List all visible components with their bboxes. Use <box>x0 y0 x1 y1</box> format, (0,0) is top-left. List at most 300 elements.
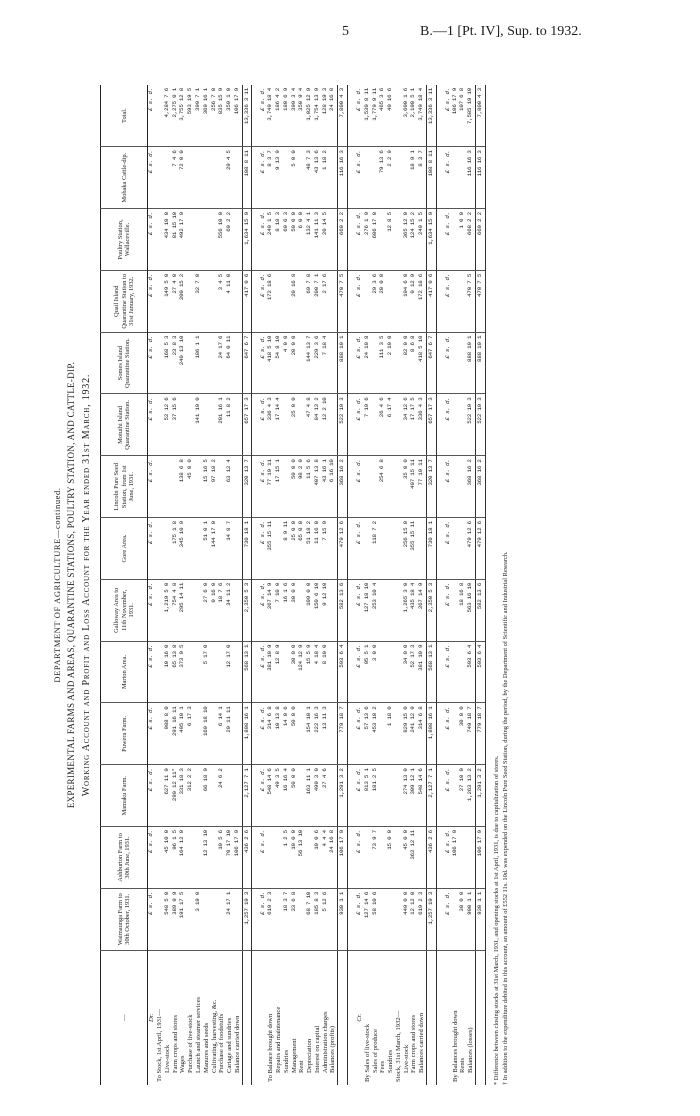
amount-cell: 34 12 6 <box>403 394 411 456</box>
row-label: By Sales of live-stock <box>364 950 372 1085</box>
total-cell: 657 17 3 <box>426 394 436 456</box>
amount-cell <box>452 332 460 394</box>
units-cell: £ s. d. <box>445 765 452 827</box>
amount-cell: 63 12 4 <box>226 456 234 518</box>
total-cell: 647 6 7 <box>426 332 436 394</box>
units-cell: £ s. d. <box>356 394 364 456</box>
amount-cell: 27 4 6 <box>322 765 330 827</box>
amount-cell: 24 17 1 <box>226 888 234 950</box>
total-cell: 417 0 6 <box>426 270 436 332</box>
amount-cell: 27 10 0 <box>459 765 467 827</box>
total-cell: 930 1 1 <box>475 888 485 950</box>
amount-cell: 0 16 0 <box>211 579 219 641</box>
amount-cell: 77 19 11 <box>267 456 275 518</box>
amount-cell: 229 3 6 <box>314 332 322 394</box>
total-cell: 582 13 6 <box>475 579 485 641</box>
amount-cell: 127 18 10 <box>364 579 372 641</box>
amount-cell: 3 0 0 <box>372 641 380 703</box>
amount-cell: 988 8 0 <box>164 703 172 765</box>
amount-cell: 1,779 9 11 <box>370 88 378 121</box>
column-header: Waimaunga Farm to 30th October, 1931. <box>101 888 148 950</box>
units-cell: £ s. d. <box>148 270 156 332</box>
column-header: Ashburton Farm to 30th June, 1931. <box>101 827 148 889</box>
amount-cell: 52 17 3 <box>410 641 418 703</box>
column-header: Puwera Farm. <box>101 703 148 765</box>
amount-cell: 10 16 0 <box>164 641 172 703</box>
amount-cell: 548 5 0 <box>164 888 172 950</box>
amount-cell <box>195 147 203 209</box>
units-cell: £ s. d. <box>445 641 452 703</box>
amount-cell: 181 2 5 <box>372 765 380 827</box>
amount-cell: 43 16 1 <box>322 456 330 518</box>
amount-cell <box>329 394 337 456</box>
row-label: Rents <box>459 950 467 1085</box>
amount-cell <box>379 641 387 703</box>
amount-cell: 95 5 1 <box>364 641 372 703</box>
row-label: Balances carried down <box>418 950 426 1085</box>
units-cell: £ s. d. <box>260 456 267 518</box>
amount-cell <box>187 827 195 889</box>
amount-cell: 7 10 0 <box>275 579 283 641</box>
units-cell: £ s. d. <box>148 703 156 765</box>
amount-cell: 98 2 9 <box>298 456 306 518</box>
units-cell: £ s. d. <box>445 579 452 641</box>
units-cell: £ s. d. <box>356 641 364 703</box>
amount-cell: 1,754 13 9 <box>312 88 320 121</box>
total-label <box>426 950 436 1085</box>
amount-cell: 43 13 6 <box>314 147 322 209</box>
amount-cell: 389 9 9 <box>172 888 180 950</box>
row-label: Live-stock <box>164 950 172 1085</box>
amount-cell: 12 17 0 <box>226 641 234 703</box>
total-cell: 13,336 3 11 <box>426 85 436 147</box>
amount-cell: 13 11 3 <box>322 703 330 765</box>
total-label <box>338 950 348 1085</box>
row-label: To Stock, 1st April, 1931— <box>156 950 164 1085</box>
amount-cell: 4 0 0 <box>283 332 291 394</box>
amount-cell: 619 2 3 <box>418 888 426 950</box>
row-label: Farm crops and stores <box>410 950 418 1085</box>
total-cell: 417 0 6 <box>242 270 252 332</box>
amount-cell: 186 4 2 <box>274 88 282 111</box>
total-cell: 568 13 1 <box>426 641 436 703</box>
units-cell: £ s. d. <box>148 888 156 950</box>
amount-cell: 5 17 0 <box>203 641 211 703</box>
amount-cell <box>203 147 211 209</box>
amount-cell: 35 0 0 <box>403 456 411 518</box>
amount-cell: 522 19 3 <box>467 394 475 456</box>
amount-cell: 66 18 9 <box>203 765 211 827</box>
amount-cell: 369 16 1 <box>201 88 209 115</box>
total-cell: 2,127 7 1 <box>242 765 252 827</box>
total-cell: 479 12 6 <box>338 518 348 580</box>
total-cell: 436 2 6 <box>426 827 436 889</box>
amount-cell: 381 10 9 <box>267 641 275 703</box>
total-cell: 470 7 5 <box>338 270 348 332</box>
amount-cell: 8 18 3 <box>275 209 283 271</box>
amount-cell: 12 13 10 <box>203 827 211 889</box>
units-cell: £ s. d. <box>356 209 364 271</box>
amount-cell: 813 5 1 <box>364 765 372 827</box>
units-cell: £ s. d. <box>356 332 364 394</box>
amount-cell: 97 18 2 <box>211 456 219 518</box>
amount-cell: 45 10 0 <box>164 827 172 889</box>
amount-cell: 1,025 12 9 <box>305 88 313 121</box>
amount-cell: 51 0 1 <box>203 518 211 580</box>
units-cell: £ s. d. <box>147 88 155 111</box>
row-label: Rent <box>298 950 306 1085</box>
spacer-cell <box>347 950 356 1085</box>
amount-cell: 124 12 9 <box>298 641 306 703</box>
amount-cell: 40 16 6 <box>386 88 394 111</box>
amount-cell: 256 15 0 <box>403 518 411 580</box>
units-cell: £ s. d. <box>445 827 452 889</box>
amount-cell <box>234 888 242 950</box>
footnote-lincoln: † In addition to the expenditure debited in this account, an amount of £552 11s. 10d. was expended on the Lincoln Pure Seed Station, during the period, by the Department of Scientific and Industrial Research. <box>502 551 510 1085</box>
amount-cell <box>395 147 403 209</box>
amount-cell: 15 0 0 <box>387 827 395 889</box>
row-label: Purchase of foodstuffs <box>218 950 226 1085</box>
amount-cell: 3,749 18 4 <box>417 88 425 121</box>
row-label: By Balances brought down <box>452 950 460 1085</box>
amount-cell: 668 2 2 <box>467 209 475 271</box>
amount-cell: 276 1 9 <box>364 209 372 271</box>
amount-cell <box>156 147 164 209</box>
amount-cell: 3 19 0 <box>195 888 203 950</box>
units-cell: £ s. d. <box>356 518 364 580</box>
row-label: Cartage and sundries <box>226 950 234 1085</box>
amount-cell: 4,284 7 6 <box>162 88 170 118</box>
amount-cell: 17 14 4 <box>275 394 283 456</box>
amount-cell: 34 0 0 <box>403 641 411 703</box>
amount-cell: 45 0 0 <box>187 456 195 518</box>
table-row <box>322 85 330 1085</box>
row-label: Balances (losses) <box>467 950 475 1085</box>
amount-cell <box>187 641 195 703</box>
amount-cell: 20 16 8 <box>291 270 299 332</box>
amount-cell: 65 0 0 <box>298 518 306 580</box>
units-cell: £ s. d. <box>148 641 156 703</box>
amount-cell: 548 14 6 <box>418 765 426 827</box>
amount-cell: 593 6 4 <box>467 641 475 703</box>
amount-cell <box>234 147 242 209</box>
amount-cell: 106 17 9 <box>452 827 460 889</box>
total-cell: 108 8 11 <box>426 147 436 209</box>
amount-cell <box>203 332 211 394</box>
amount-cell: 128 19 3 <box>320 88 328 115</box>
amount-cell <box>267 827 275 889</box>
amount-cell: 24 10 8 <box>364 332 372 394</box>
amount-cell: 175 1 8 <box>172 518 180 580</box>
row-label: Manures and seeds <box>203 950 211 1085</box>
amount-cell <box>329 209 337 271</box>
amount-cell: 10 0 0 <box>291 827 299 889</box>
amount-cell: 200 7 1 <box>314 270 322 332</box>
amount-cell: 24 16 8 <box>328 88 336 111</box>
amount-cell: 69 2 2 <box>226 209 234 271</box>
amount-cell: 12 12 0 <box>410 888 418 950</box>
amount-cell <box>234 456 242 518</box>
amount-cell: 17 17 5 <box>410 394 418 456</box>
amount-cell: 418 5 10 <box>418 332 426 394</box>
amount-cell <box>364 456 372 518</box>
amount-cell <box>379 579 387 641</box>
column-header: Gore Area. <box>101 518 148 580</box>
column-header: Mohaka Cattle-dip. <box>101 147 148 209</box>
amount-cell <box>329 641 337 703</box>
amount-cell: 72 0 0 <box>179 147 187 209</box>
amount-cell: 249 1 5 <box>267 209 275 271</box>
amount-cell <box>452 147 460 209</box>
amount-cell: 829 15 0 <box>403 703 411 765</box>
amount-cell: 2 17 6 <box>322 270 330 332</box>
amount-cell: 12 8 9 <box>275 641 283 703</box>
page-number: 5 <box>342 24 349 39</box>
amount-cell <box>156 456 164 518</box>
amount-cell: 106 17 9 <box>232 88 240 115</box>
row-label: Interest on capital <box>314 950 322 1085</box>
amount-cell <box>234 332 242 394</box>
amount-cell <box>329 332 337 394</box>
amount-cell: 754 4 8 <box>172 579 180 641</box>
units-cell: £ s. d. <box>260 579 267 641</box>
amount-cell: 16 16 4 <box>283 765 291 827</box>
amount-cell: 1,263 13 2 <box>467 765 475 827</box>
amount-cell: 492 17 9 <box>179 209 187 271</box>
amount-cell <box>179 394 187 456</box>
amount-cell: 33 6 8 <box>291 888 299 950</box>
amount-cell: 2 2 9 <box>387 147 395 209</box>
amount-cell: 50 0 0 <box>291 765 299 827</box>
total-cell: 106 17 9 <box>338 827 348 889</box>
amount-cell <box>329 147 337 209</box>
amount-cell: 15 5 9 <box>306 641 314 703</box>
amount-cell: 45 0 0 <box>403 827 411 889</box>
amount-cell: 24 16 8 <box>329 827 337 889</box>
amount-cell <box>234 270 242 332</box>
amount-cell <box>187 579 195 641</box>
amount-cell: 16 1 6 <box>283 579 291 641</box>
amount-cell <box>387 888 395 950</box>
amount-cell: 65 13 8 <box>172 641 180 703</box>
amount-cell: 116 16 3 <box>467 147 475 209</box>
footnote-stores: * Difference between closing stocks at 31st March, 1931, and opening stocks at 1st April, 1931, is due to capitalization of stores. <box>492 755 500 1085</box>
amount-cell <box>195 209 203 271</box>
amount-cell: 1 0 0 <box>459 209 467 271</box>
amount-cell: 222 16 3 <box>314 703 322 765</box>
total-cell: 1,634 15 9 <box>242 209 252 271</box>
amount-cell: 25 0 0 <box>291 394 299 456</box>
units-cell: £ s. d. <box>260 394 267 456</box>
units-cell: £ s. d. <box>356 270 364 332</box>
amount-cell: 10 13 8 <box>275 703 283 765</box>
amount-cell <box>234 765 242 827</box>
total-cell: 436 2 6 <box>242 827 252 889</box>
amount-cell: 435 18 4 <box>410 579 418 641</box>
amount-cell: 106 17 9 <box>450 88 458 115</box>
amount-cell: 73 9 7 <box>372 827 380 889</box>
amount-cell <box>234 579 242 641</box>
total-cell: 479 12 6 <box>475 518 485 580</box>
units-cell: £ s. d. <box>259 88 267 111</box>
spacer-cell <box>436 950 445 1085</box>
amount-cell: 470 7 5 <box>467 270 475 332</box>
section-label: Cr. <box>356 950 364 1085</box>
column-header: — <box>101 950 148 1085</box>
amount-cell: 81 15 10 <box>172 209 180 271</box>
total-cell: 1,257 19 3 <box>242 888 252 950</box>
row-label: Sundries <box>387 950 395 1085</box>
units-row <box>148 85 156 1085</box>
amount-cell: 118 7 2 <box>372 518 380 580</box>
units-cell: £ s. d. <box>445 518 452 580</box>
units-cell: £ s. d. <box>260 332 267 394</box>
amount-cell: 96 1 5 <box>172 827 180 889</box>
total-row <box>242 85 252 1085</box>
amount-cell: 10 5 6 <box>218 827 226 889</box>
amount-cell: 345 10 9 <box>179 518 187 580</box>
amount-cell <box>452 270 460 332</box>
amount-cell <box>387 765 395 827</box>
amount-cell: 3 4 5 <box>218 270 226 332</box>
amount-cell <box>452 518 460 580</box>
units-cell: £ s. d. <box>356 456 364 518</box>
amount-cell: 8 6 8 <box>410 332 418 394</box>
total-cell: 1,898 16 1 <box>426 703 436 765</box>
total-cell: 108 8 11 <box>242 147 252 209</box>
units-cell: £ s. d. <box>445 147 452 209</box>
amount-cell <box>329 765 337 827</box>
units-cell: £ s. d. <box>260 827 267 889</box>
section-label <box>445 950 452 1085</box>
amount-cell: 407 15 11 <box>410 456 418 518</box>
table-row <box>187 85 195 1085</box>
amount-cell: 295 14 11 <box>179 579 187 641</box>
total-cell: 13,336 3 11 <box>242 85 252 147</box>
amount-cell <box>379 765 387 827</box>
amount-cell <box>234 394 242 456</box>
total-cell: 320 13 7 <box>426 456 436 518</box>
amount-cell: 172 18 6 <box>267 270 275 332</box>
amount-cell <box>275 270 283 332</box>
amount-cell: 368 16 2 <box>467 456 475 518</box>
table-header-row <box>101 85 148 1085</box>
total-cell: 779 18 7 <box>338 703 348 765</box>
total-cell: 2,350 5 3 <box>426 579 436 641</box>
column-header: Galloway Area to 11th November, 1931. <box>101 579 148 641</box>
units-cell: £ s. d. <box>148 518 156 580</box>
amount-cell: 20 0 0 <box>379 270 387 332</box>
amount-cell <box>164 456 172 518</box>
amount-cell: 12 2 10 <box>322 394 330 456</box>
total-cell: 320 13 7 <box>242 456 252 518</box>
units-cell: £ s. d. <box>148 332 156 394</box>
amount-cell: 26 4 6 <box>379 394 387 456</box>
amount-cell: 4 18 4 <box>314 641 322 703</box>
amount-cell: 11 16 0 <box>314 518 322 580</box>
table-row <box>379 85 387 1085</box>
amount-cell: 8 10 0 <box>322 641 330 703</box>
amount-cell: 150 6 10 <box>314 579 322 641</box>
total-row <box>426 85 436 1085</box>
amount-cell: 7 19 6 <box>364 394 372 456</box>
amount-cell: 30 0 0 <box>459 703 467 765</box>
amount-cell: 373 9 5 <box>179 641 187 703</box>
amount-cell: 163 11 1 <box>306 765 314 827</box>
amount-cell: 619 2 3 <box>267 888 275 950</box>
amount-cell <box>329 270 337 332</box>
amount-cell: 254 6 8 <box>379 456 387 518</box>
row-label: Launch and steamer services <box>195 950 203 1085</box>
amount-cell: 10 0 6 <box>314 827 322 889</box>
amount-cell: 2 10 0 <box>387 332 395 394</box>
amount-cell: 27 6 0 <box>203 579 211 641</box>
amount-cell: 399 3 4 <box>289 88 297 111</box>
row-label: Farm crops and stores <box>172 950 180 1085</box>
section-label: Dr. <box>148 950 156 1085</box>
amount-cell: 52 12 6 <box>164 394 172 456</box>
column-header: Quail Island Quarantine Station to 31st January, 1932. <box>101 270 148 332</box>
amount-cell: 5 12 6 <box>322 888 330 950</box>
amount-cell: 9 13 9 <box>275 147 283 209</box>
amount-cell: 180 6 9 <box>281 88 289 111</box>
units-cell: £ s. d. <box>443 88 451 111</box>
amount-cell: 359 1 0 <box>225 88 233 111</box>
amount-cell: 1,530 8 11 <box>362 88 370 121</box>
amount-cell: 201 16 1 <box>218 394 226 456</box>
units-cell: £ s. d. <box>260 147 267 209</box>
amount-cell: 50 0 0 <box>291 703 299 765</box>
units-cell: £ s. d. <box>148 456 156 518</box>
amount-cell: 29 4 5 <box>226 147 234 209</box>
amount-cell: 11 8 2 <box>226 394 234 456</box>
amount-cell <box>187 209 195 271</box>
amount-cell <box>211 147 219 209</box>
amount-cell: 418 5 10 <box>267 332 275 394</box>
units-cell: £ s. d. <box>260 888 267 950</box>
amount-cell: 399 7 1 <box>194 88 202 111</box>
units-cell: £ s. d. <box>260 703 267 765</box>
amount-cell <box>387 641 395 703</box>
units-cell: £ s. d. <box>148 579 156 641</box>
amount-cell: 69 7 8 <box>306 270 314 332</box>
amount-cell: 18 9 1 <box>410 147 418 209</box>
department-title: DEPARTMENT OF AGRICULTURE—continued. <box>52 487 62 683</box>
amount-cell: 191 17 5 <box>179 888 187 950</box>
row-label: Balances (profits) <box>329 950 337 1085</box>
amount-cell: 593 19 5 <box>186 88 194 115</box>
amount-cell: 141 11 3 <box>314 209 322 271</box>
amount-cell: 274 13 0 <box>403 765 411 827</box>
total-cell: 1,291 3 2 <box>338 765 348 827</box>
amount-cell: 6 17 3 <box>187 703 195 765</box>
amount-cell: 336 4 3 <box>418 394 426 456</box>
units-cell: £ s. d. <box>356 579 364 641</box>
amount-cell <box>452 394 460 456</box>
units-cell: £ s. d. <box>260 765 267 827</box>
amount-cell: 77 19 11 <box>418 456 426 518</box>
units-cell: £ s. d. <box>356 827 364 889</box>
amount-cell: 4 4 4 <box>322 827 330 889</box>
amount-cell <box>187 518 195 580</box>
amount-cell: 56 13 10 <box>298 827 306 889</box>
units-cell: £ s. d. <box>356 888 364 950</box>
row-label: Cultivating, harvesting, &c. <box>211 950 219 1085</box>
amount-cell: 29 3 6 <box>372 270 380 332</box>
amount-cell <box>418 518 426 580</box>
column-header: Poultry Station, Wallaceville. <box>101 209 148 271</box>
units-cell: £ s. d. <box>148 765 156 827</box>
